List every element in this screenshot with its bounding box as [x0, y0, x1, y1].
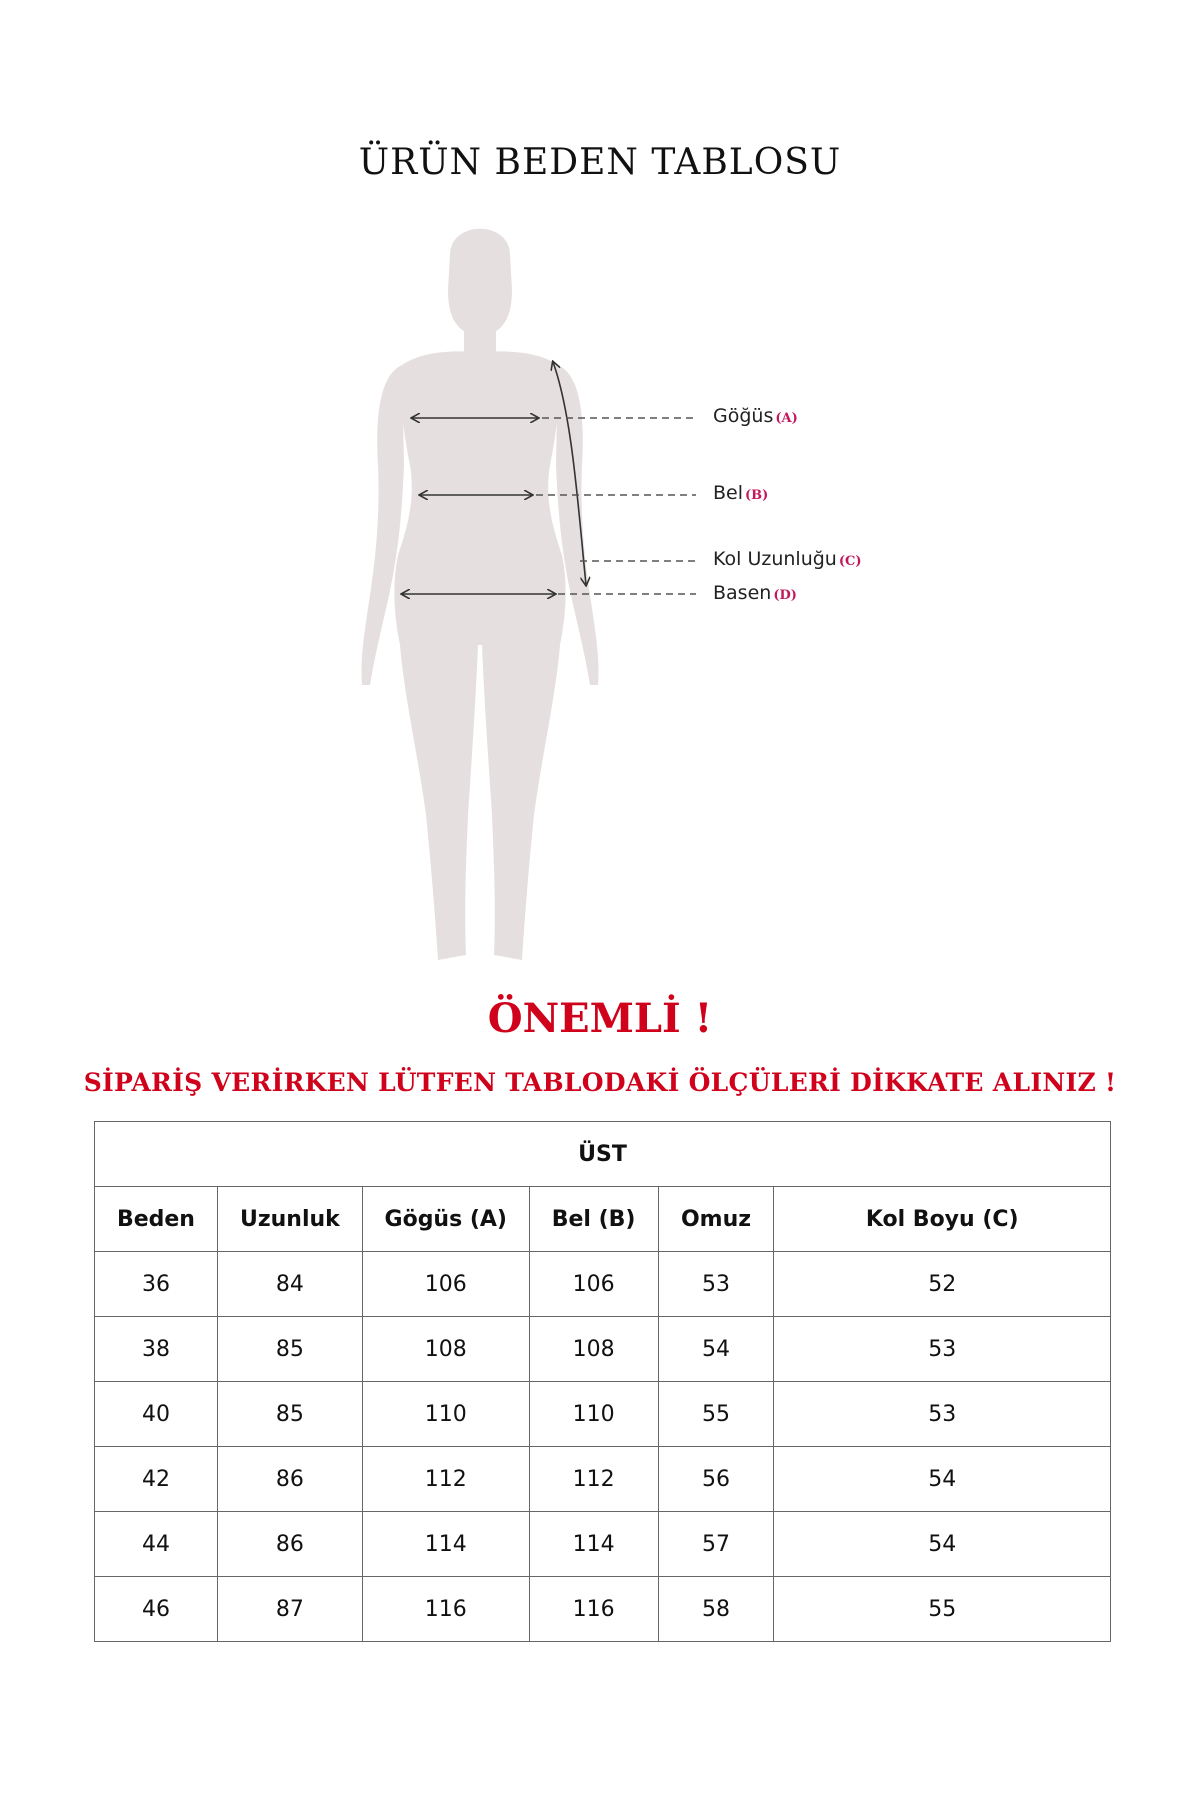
table-cell: 112: [529, 1447, 658, 1512]
table-cell: 108: [362, 1317, 529, 1382]
table-cell: 44: [95, 1512, 218, 1577]
column-header: Bel (B): [529, 1187, 658, 1252]
table-cell: 112: [362, 1447, 529, 1512]
table-cell: 55: [774, 1577, 1111, 1642]
table-cell: 87: [217, 1577, 362, 1642]
table-row: [95, 1317, 1111, 1382]
table-cell: 84: [217, 1252, 362, 1317]
measurement-name: Kol Uzunluğu: [713, 548, 837, 570]
table-cell: 42: [95, 1447, 218, 1512]
table-header-row: [95, 1187, 1111, 1252]
table-cell: 85: [217, 1317, 362, 1382]
table-cell: 40: [95, 1382, 218, 1447]
table-row: [95, 1577, 1111, 1642]
table-cell: 85: [217, 1382, 362, 1447]
table-cell: 46: [95, 1577, 218, 1642]
table-cell: 53: [774, 1382, 1111, 1447]
table-cell: 38: [95, 1317, 218, 1382]
measurement-label-hip: [713, 582, 797, 604]
measurement-label-waist: [713, 482, 768, 504]
table-cell: 106: [362, 1252, 529, 1317]
column-header: Kol Boyu (C): [774, 1187, 1111, 1252]
table-cell: 53: [774, 1317, 1111, 1382]
table-cell: 116: [529, 1577, 658, 1642]
measurement-name: Göğüs: [713, 405, 774, 427]
measurement-label-sleeve: [713, 548, 862, 570]
order-warning-text: SİPARİŞ VERİRKEN LÜTFEN TABLODAKİ ÖLÇÜLERİ DİKKATE ALINIZ !: [83, 1068, 1117, 1097]
measurement-name: Basen: [713, 582, 772, 604]
table-cell: 54: [658, 1317, 774, 1382]
table-cell: 110: [362, 1382, 529, 1447]
table-cell: 56: [658, 1447, 774, 1512]
measurement-label-chest: [713, 405, 798, 427]
column-header: Omuz: [658, 1187, 774, 1252]
measurement-code: (C): [838, 554, 862, 569]
table-cell: 55: [658, 1382, 774, 1447]
section-title: ÜST: [95, 1122, 1111, 1187]
table-row: [95, 1512, 1111, 1577]
size-table: [94, 1121, 1111, 1642]
table-cell: 54: [774, 1512, 1111, 1577]
important-heading: ÖNEMLİ !: [487, 995, 713, 1042]
measurement-code: (D): [773, 588, 797, 603]
table-cell: 86: [217, 1447, 362, 1512]
table-row: [95, 1382, 1111, 1447]
table-cell: 36: [95, 1252, 218, 1317]
table-cell: 57: [658, 1512, 774, 1577]
column-header: Beden: [95, 1187, 218, 1252]
table-cell: 52: [774, 1252, 1111, 1317]
table-cell: 114: [529, 1512, 658, 1577]
table-cell: 106: [529, 1252, 658, 1317]
table-cell: 58: [658, 1577, 774, 1642]
measurement-code: (B): [745, 488, 769, 503]
table-cell: 114: [362, 1512, 529, 1577]
table-cell: 53: [658, 1252, 774, 1317]
table-cell: 116: [362, 1577, 529, 1642]
column-header: Uzunluk: [217, 1187, 362, 1252]
page-title: ÜRÜN BEDEN TABLOSU: [358, 142, 842, 183]
table-cell: 54: [774, 1447, 1111, 1512]
table-section-row: [95, 1122, 1111, 1187]
table-row: [95, 1447, 1111, 1512]
table-cell: 108: [529, 1317, 658, 1382]
column-header: Gögüs (A): [362, 1187, 529, 1252]
measurement-code: (A): [775, 411, 798, 426]
table-cell: 110: [529, 1382, 658, 1447]
measurement-name: Bel: [713, 482, 744, 504]
table-cell: 86: [217, 1512, 362, 1577]
table-row: [95, 1252, 1111, 1317]
